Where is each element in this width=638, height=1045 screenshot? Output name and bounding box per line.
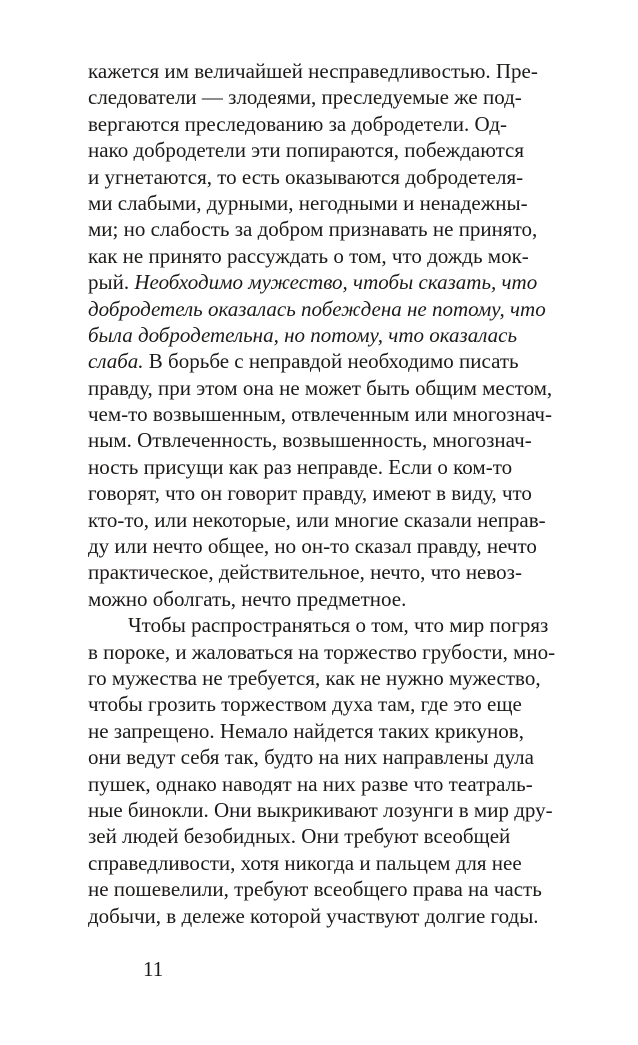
text-line (88, 586, 568, 612)
text-segment: го мужества не требуется, как не нужно мужество, (88, 665, 541, 690)
text-line (88, 639, 568, 665)
text-line (88, 797, 568, 823)
text-line (88, 771, 568, 797)
text-segment: и угнетаются, то есть оказываются добродетеля- (88, 164, 524, 189)
text-segment: ду или нечто общее, но он-то сказал правду, нечто (88, 534, 537, 559)
text-line (88, 559, 568, 585)
text-segment: пушек, однако наводят на них разве что театраль- (88, 771, 533, 796)
text-line (88, 375, 568, 401)
text-line (88, 480, 568, 506)
paragraph-first-line (88, 612, 568, 638)
italic-text: слаба. (88, 349, 144, 374)
text-line (88, 111, 568, 137)
text-segment: говорят, что он говорит правду, имеют в виду, что (88, 481, 532, 506)
text-line (88, 691, 568, 717)
text-segment: ные бинокли. Они выкрикивают лозунги в мир дру- (88, 797, 553, 822)
italic-text: была добродетельна, но потому, что оказалась (88, 322, 518, 347)
text-line (88, 876, 568, 902)
text-line (88, 533, 568, 559)
text-segment: кто-то, или некоторые, или многие сказали неправ- (88, 507, 546, 532)
text-segment: добычи, в дележе которой участвуют долгие годы. (88, 903, 539, 928)
text-line (88, 427, 568, 453)
text-segment: зей людей безобидных. Они требуют всеобщей (88, 824, 511, 849)
text-line (88, 322, 568, 348)
italic-text: Необходимо мужество, чтобы сказать, что (134, 270, 538, 295)
text-line (88, 823, 568, 849)
text-segment: справедливости, хотя никогда и пальцем для нее (88, 850, 522, 875)
text-line (88, 190, 568, 216)
text-segment: не запрещено. Немало найдется таких крикунов, (88, 718, 524, 743)
page-number: 11 (143, 957, 164, 981)
text-segment: ным. Отвлеченность, возвышенность, многознач- (88, 428, 532, 453)
text-line (88, 269, 568, 295)
text-line (88, 718, 568, 744)
text-line (88, 401, 568, 427)
text-segment: чтобы грозить торжеством духа там, где это еще (88, 692, 522, 717)
text-segment: они ведут себя так, будто на них направлены дула (88, 745, 534, 770)
text-segment: в пороке, и жаловаться на торжество грубости, мно- (88, 639, 556, 664)
text-line (88, 84, 568, 110)
text-line (88, 744, 568, 770)
text-line (88, 903, 568, 929)
text-segment: рый. (88, 270, 135, 295)
text-segment: правду, при этом она не может быть общим местом, (88, 375, 553, 400)
text-line (88, 665, 568, 691)
text-segment: Чтобы распространяться о том, что мир погряз (128, 613, 549, 638)
text-segment: кажется им величайшей несправедливостью. Пре- (88, 59, 538, 83)
text-segment: не пошевелили, требуют всеобщего права на часть (88, 877, 542, 902)
text-segment: следователи — злодеями, преследуемые же под- (88, 85, 522, 110)
text-segment: вергаются преследованию за добродетели. Од- (88, 111, 508, 136)
text-segment: как не принято рассуждать о том, что дождь мок- (88, 243, 529, 268)
text-line (88, 164, 568, 190)
text-line (88, 216, 568, 242)
text-segment: В борьбе с неправдой необходимо писать (143, 349, 519, 374)
text-line (88, 137, 568, 163)
text-line (88, 348, 568, 374)
text-segment: нако добродетели эти попираются, побеждаются (88, 138, 525, 163)
italic-text: добродетель оказалась побеждена не потому, что (88, 296, 546, 321)
body-text (88, 58, 568, 929)
text-line (88, 58, 568, 84)
text-line (88, 454, 568, 480)
text-segment: чем-то возвышенным, отвлеченным или многознач- (88, 402, 552, 427)
text-segment: ми слабыми, дурными, негодными и ненадежны- (88, 190, 528, 215)
text-line (88, 243, 568, 269)
text-line (88, 296, 568, 322)
text-segment: ность присущи как раз неправде. Если о ком-то (88, 454, 513, 479)
text-segment: практическое, действительное, нечто, что невоз- (88, 560, 522, 585)
text-segment: ми; но слабость за добром признавать не принято, (88, 217, 538, 242)
text-segment: можно оболгать, нечто предметное. (88, 586, 407, 611)
text-line (88, 507, 568, 533)
text-line (88, 850, 568, 876)
